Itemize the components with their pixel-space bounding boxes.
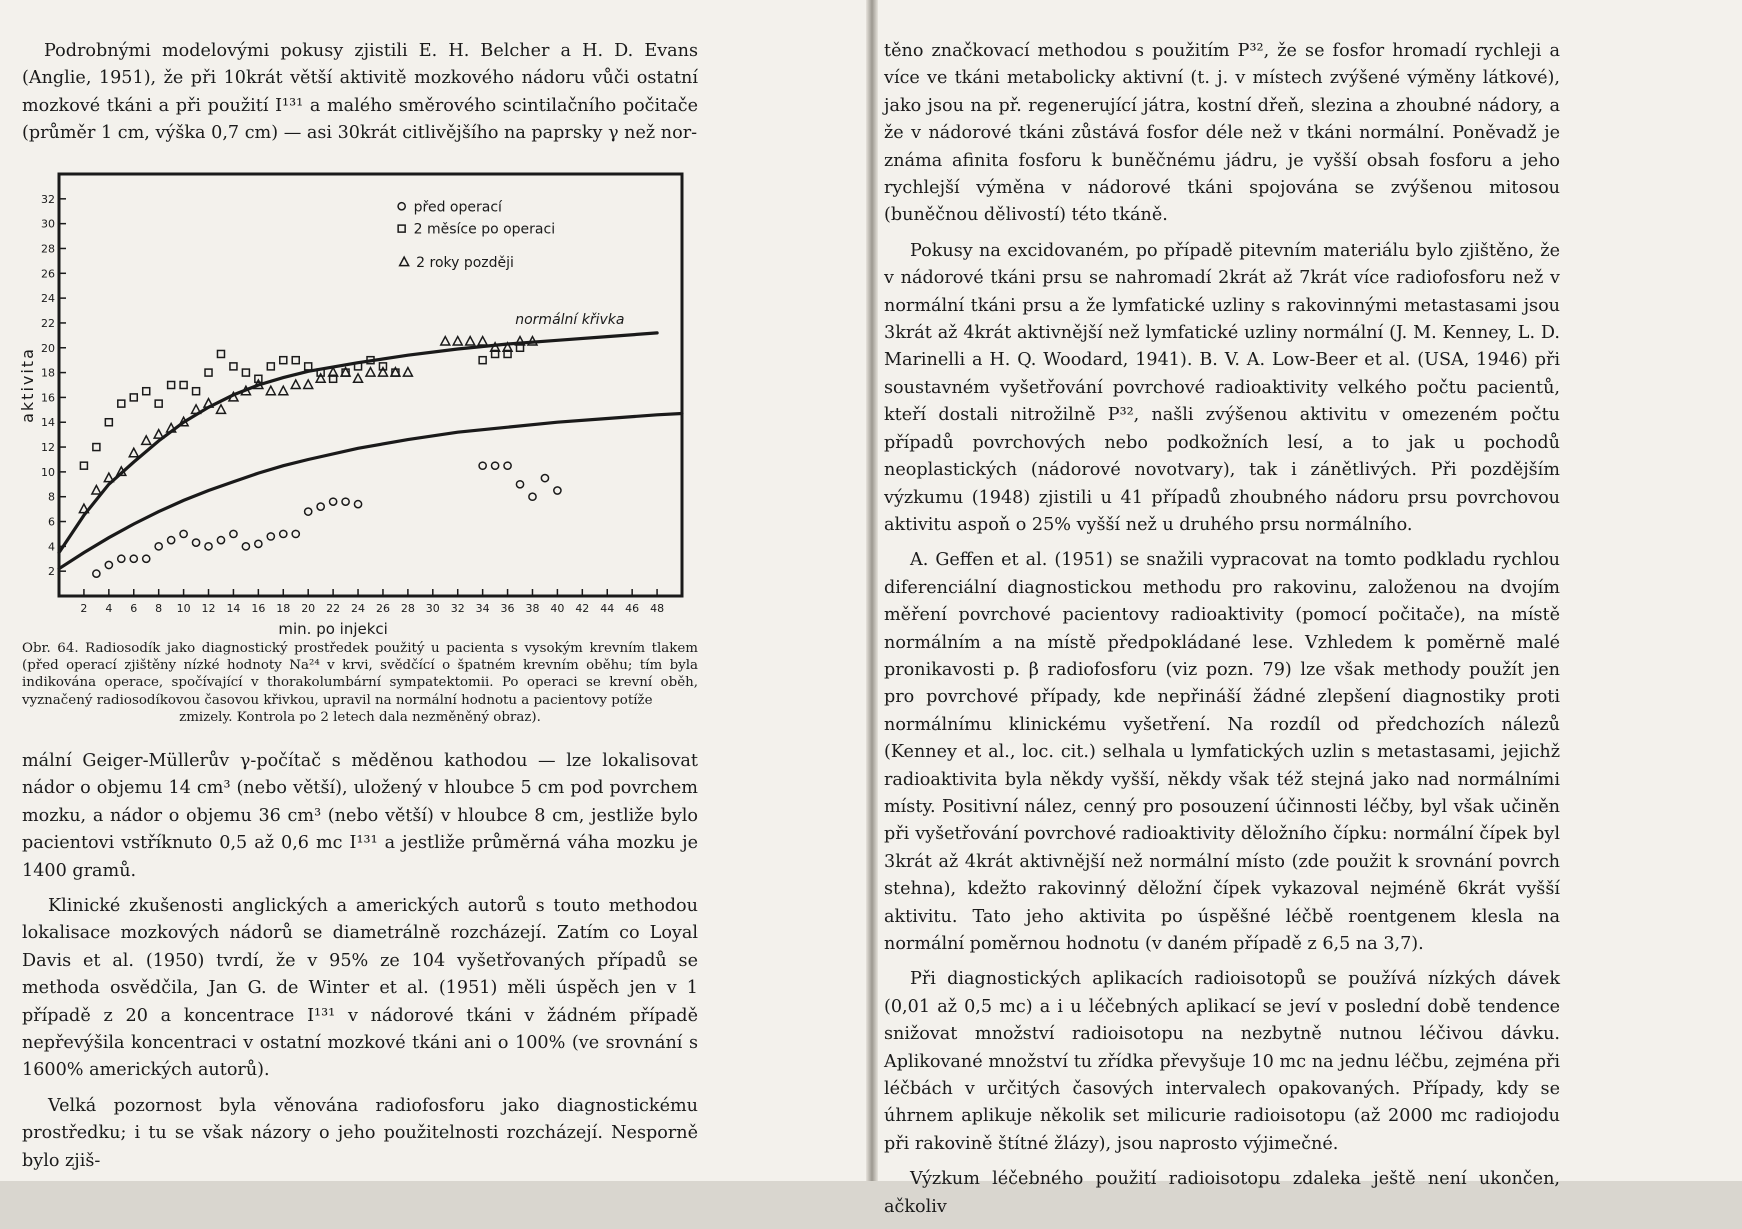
square-data-point <box>143 388 150 395</box>
square-data-point <box>292 357 299 364</box>
triangle-data-point <box>79 504 88 513</box>
activity-chart-svg <box>14 168 704 638</box>
x-tick-label: 22 <box>326 602 341 615</box>
x-tick-label: 36 <box>500 602 515 615</box>
triangle-data-point <box>354 374 363 383</box>
x-tick-label: 14 <box>226 602 241 615</box>
legend-circle-icon <box>398 203 405 210</box>
y-tick-label: 8 <box>48 490 55 504</box>
figure-caption <box>22 640 698 726</box>
triangle-data-point <box>403 368 412 377</box>
x-tick-label: 10 <box>176 602 191 615</box>
plot-border <box>59 174 682 596</box>
circle-data-point <box>529 493 536 500</box>
legend-square-label: 2 měsíce po operaci <box>413 221 556 238</box>
y-tick-label: 10 <box>41 465 55 479</box>
x-tick-label: 40 <box>550 602 565 615</box>
left-page-bottom-text <box>22 748 698 1183</box>
circle-data-point <box>267 533 274 540</box>
series-circle <box>93 462 561 577</box>
square-data-point <box>155 400 162 407</box>
circle-data-point <box>118 555 125 562</box>
circle-data-point <box>504 462 511 469</box>
circle-data-point <box>230 530 237 537</box>
right-page-text <box>884 38 1560 1229</box>
triangle-data-point <box>291 380 300 389</box>
triangle-data-point <box>129 448 138 457</box>
circle-data-point <box>105 561 112 568</box>
legend-square-icon <box>398 225 405 232</box>
circle-data-point <box>143 555 150 562</box>
y-tick-label: 6 <box>48 515 55 529</box>
figure-caption-text: Obr. 64. Radiosodík jako diagnostický prostředek použitý u pacienta s vysokým krevním tlakem (před operací zjištěny nízké hodnoty Na²⁴ v krvi, svědčící o špatném krevním oběhu; tím byla indikována operace, spočívající v thorakolumbární sympatektomii. Po operaci se krevní oběh, vyznačený radiosodíkovou časovou křivkou, upravil na normální hodnotu a pacientovy potíže <box>22 641 698 708</box>
ticks-layer <box>41 193 664 615</box>
square-data-point <box>479 357 486 364</box>
y-tick-label: 28 <box>41 242 55 256</box>
square-data-point <box>168 382 175 389</box>
book-gutter <box>866 0 878 1181</box>
triangle-data-point <box>366 368 375 377</box>
triangle-data-point <box>154 430 163 439</box>
triangle-data-point <box>453 337 462 346</box>
triangle-data-point <box>466 337 475 346</box>
x-tick-label: 44 <box>600 602 615 615</box>
square-data-point <box>267 363 274 370</box>
circle-data-point <box>217 537 224 544</box>
x-tick-label: 8 <box>155 602 163 615</box>
triangle-data-point <box>266 386 275 395</box>
chart-legend <box>398 199 555 271</box>
square-data-point <box>130 394 137 401</box>
triangle-data-point <box>192 405 201 414</box>
x-tick-label: 28 <box>400 602 415 615</box>
y-tick-label: 26 <box>41 267 55 281</box>
y-tick-label: 18 <box>41 366 55 380</box>
y-tick-label: 14 <box>41 416 55 430</box>
circle-data-point <box>93 570 100 577</box>
circle-data-point <box>354 501 361 508</box>
circle-data-point <box>130 555 137 562</box>
left-paragraph-2: mální Geiger-Müllerův γ-počítač s měděnou kathodou — lze lokalisovat nádor o objemu 14 cm³ (nebo větší), uložený v hloubce 5 cm pod povrchem mozku, a nádor o objemu 36 cm³ (nebo větší) v hloubce 8 cm, jestliže bylo pacientovi vstříknuto 0,5 až 0,6 mc I¹³¹ a jestliže průměrná váha mozku je 1400 gramů. <box>22 751 698 881</box>
circle-data-point <box>492 462 499 469</box>
x-tick-label: 6 <box>130 602 138 615</box>
left-paragraph-1: Podrobnými modelovými pokusy zjistili E. H. Belcher a H. D. Evans (Anglie, 1951), že při 10krát větší aktivitě mozkového nádoru vůči ostatní mozkové tkáni a při použití I¹³¹ a malého směrového scintilačního počitače (průměr 1 cm, výška 0,7 cm) — asi 30krát citlivějšího na paprsky γ než nor- <box>22 41 698 144</box>
circle-data-point <box>280 530 287 537</box>
y-tick-label: 20 <box>41 341 55 355</box>
square-data-point <box>280 357 287 364</box>
circle-data-point <box>168 537 175 544</box>
square-data-point <box>205 369 212 376</box>
triangle-data-point <box>216 405 225 414</box>
x-axis-label: min. po injekci <box>278 620 388 638</box>
right-paragraph-4: Při diagnostických aplikacích radioisotopů se používá nízkých dávek (0,01 až 0,5 mc) a i u léčebných aplikací se jeví v poslední době tendence snižovat množství radioisotopu na nezbytně nutnou léčivou dávku. Aplikované množství tu zřídka převyšuje 10 mc na jednu léčbu, zejména při léčbách v určitých časových intervalech opakovaných. Případy, kdy se úhrnem aplikuje několik set milicurie radioisotopu (až 2000 mc radiojodu při rakovině štítné žlázy), jsou naprosto výjimečné. <box>884 969 1560 1154</box>
circle-data-point <box>192 539 199 546</box>
square-data-point <box>230 363 237 370</box>
circle-data-point <box>292 530 299 537</box>
x-tick-label: 32 <box>450 602 465 615</box>
normal-curve-line <box>59 333 657 553</box>
normal-curve-label: normální křivka <box>515 312 625 329</box>
legend-circle-label: před operací <box>413 199 502 216</box>
triangle-data-point <box>304 380 313 389</box>
square-data-point <box>217 350 224 357</box>
square-data-point <box>105 419 112 426</box>
y-tick-label: 30 <box>41 217 55 231</box>
square-data-point <box>93 444 100 451</box>
circle-data-point <box>330 498 337 505</box>
square-data-point <box>305 363 312 370</box>
triangle-data-point <box>142 436 151 445</box>
square-data-point <box>180 382 187 389</box>
x-tick-label: 48 <box>650 602 665 615</box>
y-tick-label: 2 <box>48 565 55 579</box>
legend-triangle-icon <box>400 257 409 266</box>
circle-data-point <box>205 543 212 550</box>
triangle-data-point <box>478 337 487 346</box>
legend-triangle-label: 2 roky později <box>416 255 514 272</box>
triangle-data-point <box>92 486 101 495</box>
x-tick-label: 26 <box>375 602 390 615</box>
x-tick-label: 2 <box>80 602 88 615</box>
triangle-data-point <box>441 337 450 346</box>
triangle-data-point <box>104 473 113 482</box>
y-tick-label: 32 <box>41 192 55 206</box>
plot-frame <box>59 174 682 596</box>
x-tick-label: 16 <box>251 602 266 615</box>
y-tick-label: 16 <box>41 391 55 405</box>
x-tick-label: 42 <box>575 602 590 615</box>
y-tick-label: 12 <box>41 441 55 455</box>
x-tick-label: 30 <box>425 602 440 615</box>
left-page-top-text <box>22 38 698 156</box>
circle-data-point <box>554 487 561 494</box>
circle-data-point <box>305 508 312 515</box>
right-paragraph-2: Pokusy na excidovaném, po případě pitevním materiálu bylo zjištěno, že v nádorové tkáni prsu se nahromadí 2krát až 7krát více radiofosforu než v normální tkáni prsu a že lymfatické uzliny s rakovinnými metastasami jsou 3krát až 4krát aktivnější než lymfatické uzliny normální (J. M. Kenney, L. D. Marinelli a H. Q. Woodard, 1941). B. V. A. Low-Beer et al. (USA, 1946) při soustavném vyšetřování povrchové radioaktivity velkého počtu pacientů, kteří dostali nitrožilně P³², našli zvýšenou aktivitu v omezeném počtu případů povrchových nebo podkožních lesí, a to jak u pochodů neoplastických (nádorové novotvary), tak i zánětlivých. Při pozdějším výzkumu (1948) zjistili u 41 případů zhoubného nádoru prsu povrchovou aktivitu aspoň o 25% vyšší než u druhého prsu normálního. <box>884 240 1560 535</box>
circle-data-point <box>255 540 262 547</box>
circle-data-point <box>242 543 249 550</box>
x-tick-label: 34 <box>475 602 490 615</box>
lower-curve-line <box>59 414 682 569</box>
right-paragraph-5: Výzkum léčebného použití radioisotopu zdaleka ještě není ukončen, ačkoliv <box>884 1169 1560 1217</box>
x-tick-label: 18 <box>276 602 291 615</box>
y-tick-label: 22 <box>41 316 55 330</box>
figure-caption-last-line: zmizely. Kontrola po 2 letech dala nezměněný obraz). <box>179 709 541 725</box>
x-tick-label: 20 <box>301 602 316 615</box>
square-data-point <box>193 388 200 395</box>
square-data-point <box>118 400 125 407</box>
circle-data-point <box>516 481 523 488</box>
figure-64-chart <box>14 168 704 638</box>
triangle-data-point <box>279 386 288 395</box>
x-tick-label: 4 <box>105 602 113 615</box>
x-tick-label: 46 <box>625 602 640 615</box>
x-tick-label: 24 <box>351 602 366 615</box>
left-paragraph-4: Velká pozornost byla věnována radiofosforu jako diagnostickému prostředku; i tu se však názory o jeho použitelnosti rozcházejí. Nesporně bylo zjiš- <box>22 1095 698 1171</box>
circle-data-point <box>541 474 548 481</box>
circle-data-point <box>180 530 187 537</box>
circle-data-point <box>342 498 349 505</box>
circle-data-point <box>155 543 162 550</box>
left-paragraph-3: Klinické zkušenosti anglických a amerických autorů s touto methodou lokalisace mozkových nádorů se diametrálně rozcházejí. Zatím co Loyal Davis et al. (1950) tvrdí, že v 95% ze 104 vyšetřovaných případů se methoda osvědčila, Jan G. de Winter et al. (1951) měli úspěch jen v 1 případě z 20 a koncentrace I¹³¹ v nádorové tkáni v žádném případě nepřevýšila koncentraci v ostatní mozkové tkáni ani o 100% (ve srovnání s 1600% amerických autorů). <box>22 896 698 1081</box>
circle-data-point <box>479 462 486 469</box>
x-tick-label: 38 <box>525 602 540 615</box>
right-paragraph-1: těno značkovací methodou s použitím P³², že se fosfor hromadí rychleji a více ve tkáni metabolicky aktivní (t. j. v místech zvýšené výměny látkové), jako jsou na př. regenerující játra, kostní dřeň, slezina a zhoubné nádory, a že v nádorové tkáni zůstává fosfor déle než v tkáni normální. Poněvadž je známa afinita fosforu k buněčnému jádru, je vyšší obsah fosforu a jeho rychlejší výměna v nádorové tkáni spojována se zvýšenou mitosou (buněčnou dělivostí) této tkáně. <box>884 41 1560 226</box>
y-tick-label: 4 <box>48 540 55 554</box>
y-axis-label: aktivita <box>18 347 37 423</box>
square-data-point <box>80 462 87 469</box>
square-data-point <box>242 369 249 376</box>
x-tick-label: 12 <box>201 602 216 615</box>
circle-data-point <box>317 503 324 510</box>
y-tick-label: 24 <box>41 292 55 306</box>
right-paragraph-3: A. Geffen et al. (1951) se snažili vypracovat na tomto podkladu rychlou diferenciální diagnostickou methodu pro rakovinu, založenou na dvojím měření povrchové pacientovy radioaktivity (pomocí počitače), na místě normálním a na místě předpokládané lese. Vzhledem k poměrně malé pronikavosti p. β radiofosforu (viz pozn. 79) lze však methody použít jen pro povrchové případy, kde nepřináší žádné zlepšení diagnostiky proti normálnímu klinickému vyšetření. Na rozdíl od předchozích nálezů (Kenney et al., loc. cit.) selhala u lymfatických uzlin s metastasami, jejichž radioaktivita byla někdy vyšší, někdy však též stejná jako nad normálními místy. Positivní nález, cenný pro posouzení účinnosti léčby, byl však učiněn při vyšetřování povrchové radioaktivity děložního čípku: normální čípek byl 3krát až 4krát aktivnější než normální místo (zde použit k srovnání povrch stehna), kdežto rakovinný děložní čípek vykazoval nejméně 6krát vyšší aktivitu. Tato jeho aktivita po úspěšné léčbě roentgenem klesla na normální poměrnou hodnotu (v daném případě z 6,5 na 3,7). <box>884 550 1560 954</box>
